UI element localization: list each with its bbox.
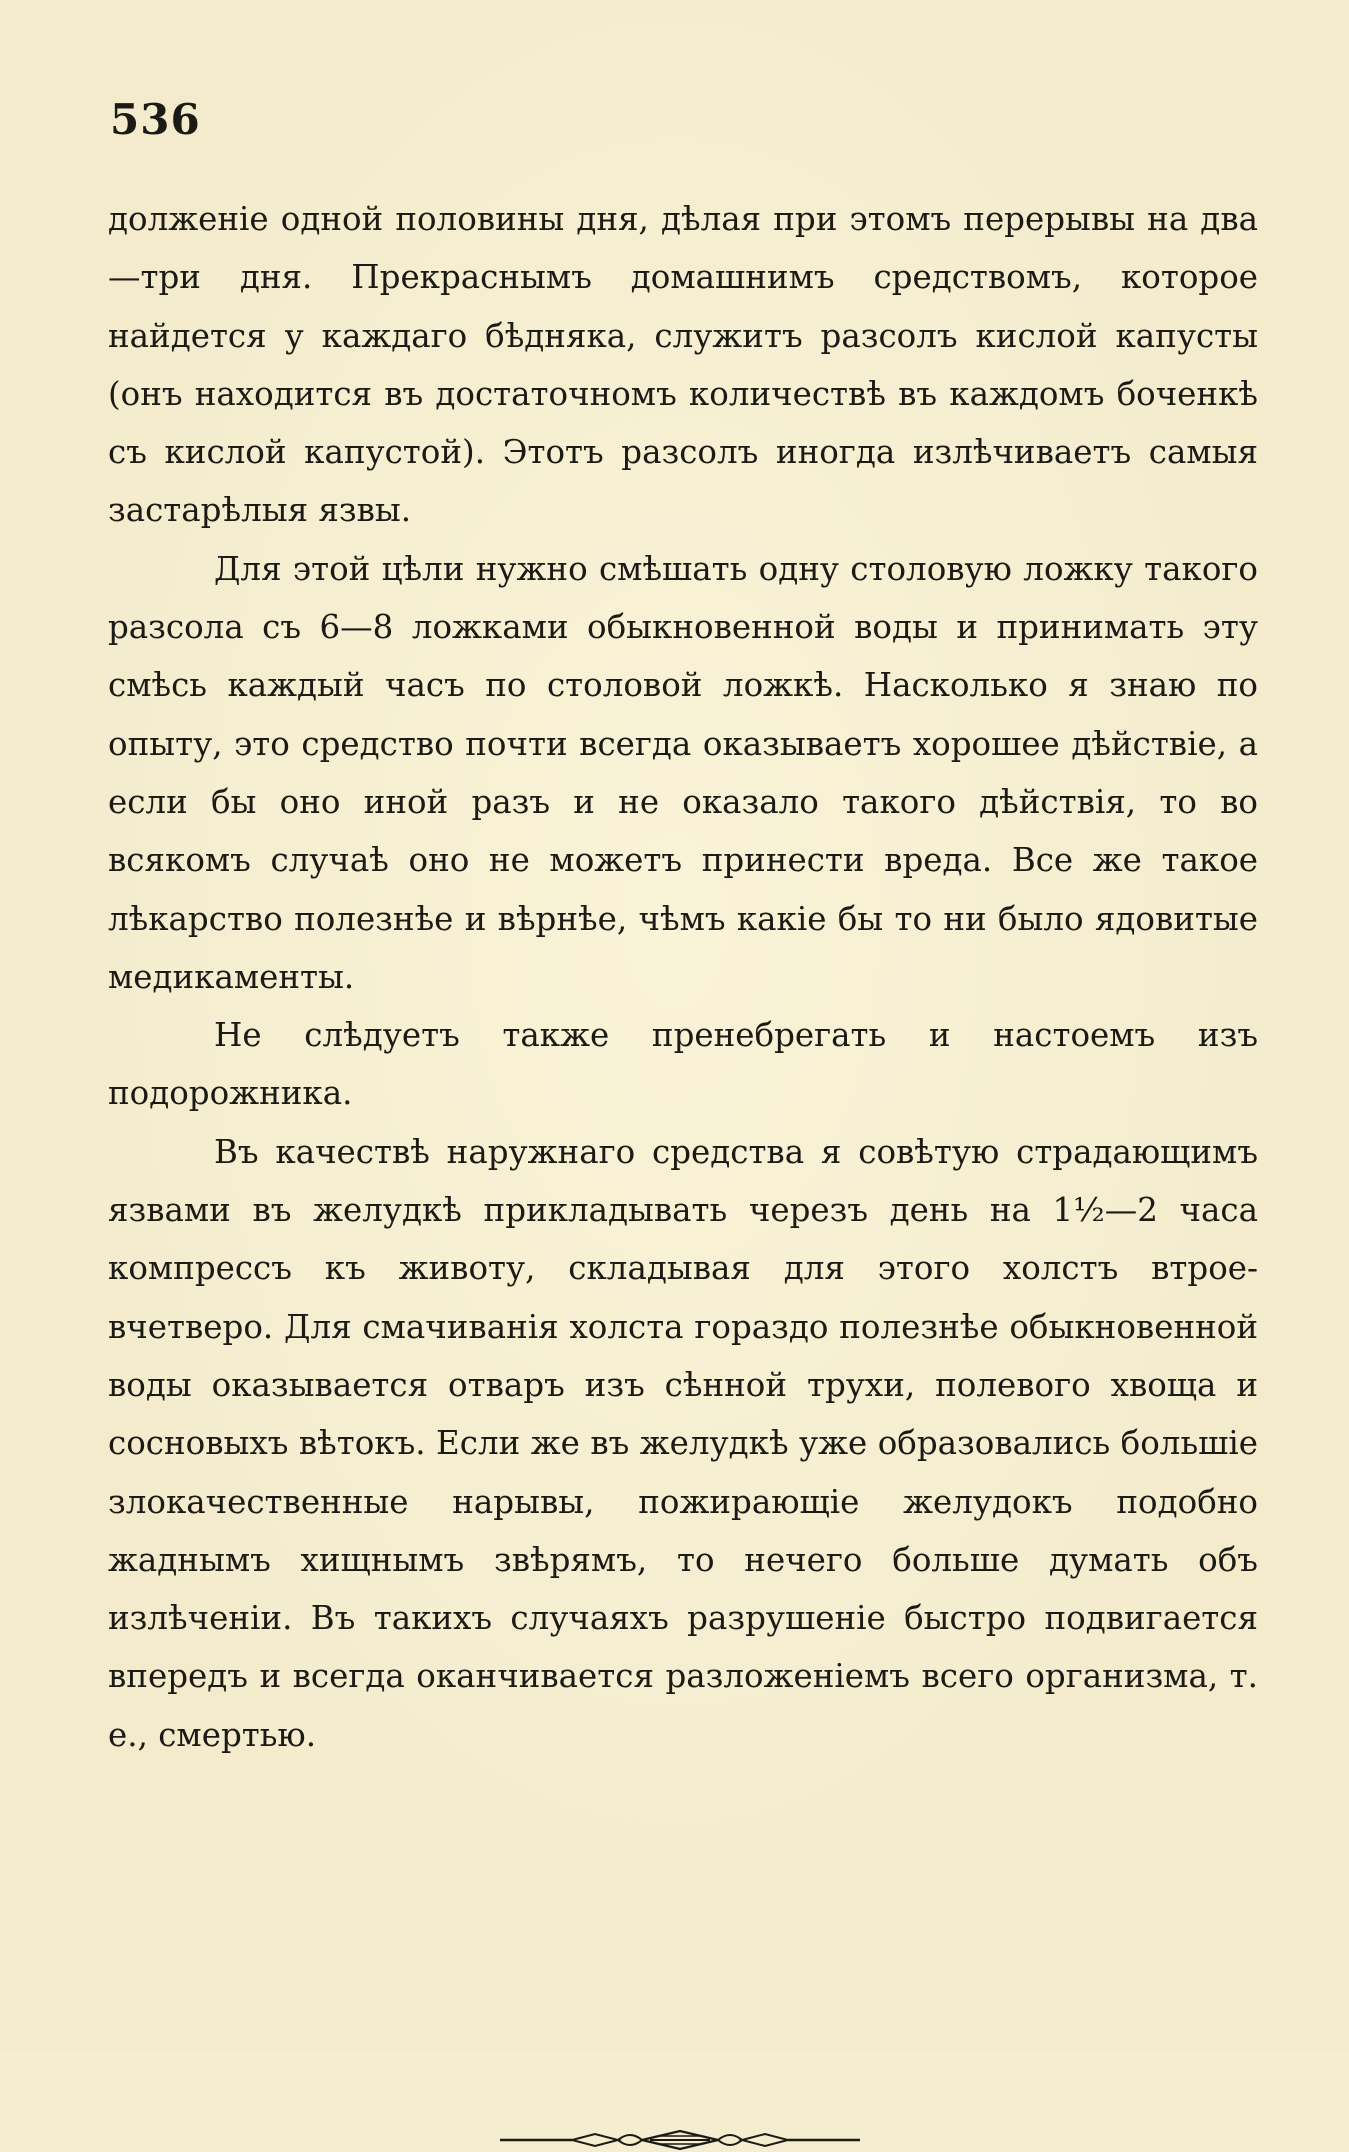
- body-text: [108, 190, 1258, 1764]
- page-number: 536: [110, 95, 201, 144]
- ornamental-divider-icon: [500, 2128, 860, 2152]
- paragraph-continuation: долженіе одной половины дня, дѣлая при этомъ перерывы на два—три дня. Прекраснымъ домашнимъ средствомъ, которое найдется у каждаго бѣдняка, служитъ разсолъ кислой капусты (онъ находится въ достаточномъ количествѣ въ каждомъ боченкѣ съ кислой капустой). Этотъ разсолъ иногда излѣчиваетъ самыя застарѣлыя язвы.: [108, 200, 1258, 530]
- paragraph: Въ качествѣ наружнаго средства я совѣтую страдающимъ язвами въ желудкѣ прикладывать черезъ день на 1½—2 часа компрессъ къ животу, складывая для этого холстъ втрое-вчетверо. Для смачиванія холста гораздо полезнѣе обыкновенной воды оказывается отваръ изъ сѣнной трухи, полевого хвоща и сосновыхъ вѣтокъ. Если же въ желудкѣ уже образовались большіе злокачественные нарывы, пожирающіе желудокъ подобно жаднымъ хищнымъ звѣрямъ, то нечего больше думать объ излѣченіи. Въ такихъ случаяхъ разрушеніе быстро подвигается впередъ и всегда оканчивается разложеніемъ всего организма, т. е., смертью.: [108, 1132, 1258, 1754]
- paragraph: Для этой цѣли нужно смѣшать одну столовую ложку такого разсола съ 6—8 ложками обыкновенной воды и принимать эту смѣсь каждый часъ по столовой ложкѣ. Насколько я знаю по опыту, это средство почти всегда оказываетъ хорошее дѣйствіе, а если бы оно иной разъ и не оказало такого дѣйствія, то во всякомъ случаѣ оно не можетъ принести вреда. Все же такое лѣкарство полезнѣе и вѣрнѣе, чѣмъ какіе бы то ни было ядовитые медикаменты.: [108, 549, 1258, 996]
- paragraph: Не слѣдуетъ также пренебрегать и настоемъ изъ подорожника.: [108, 1016, 1258, 1113]
